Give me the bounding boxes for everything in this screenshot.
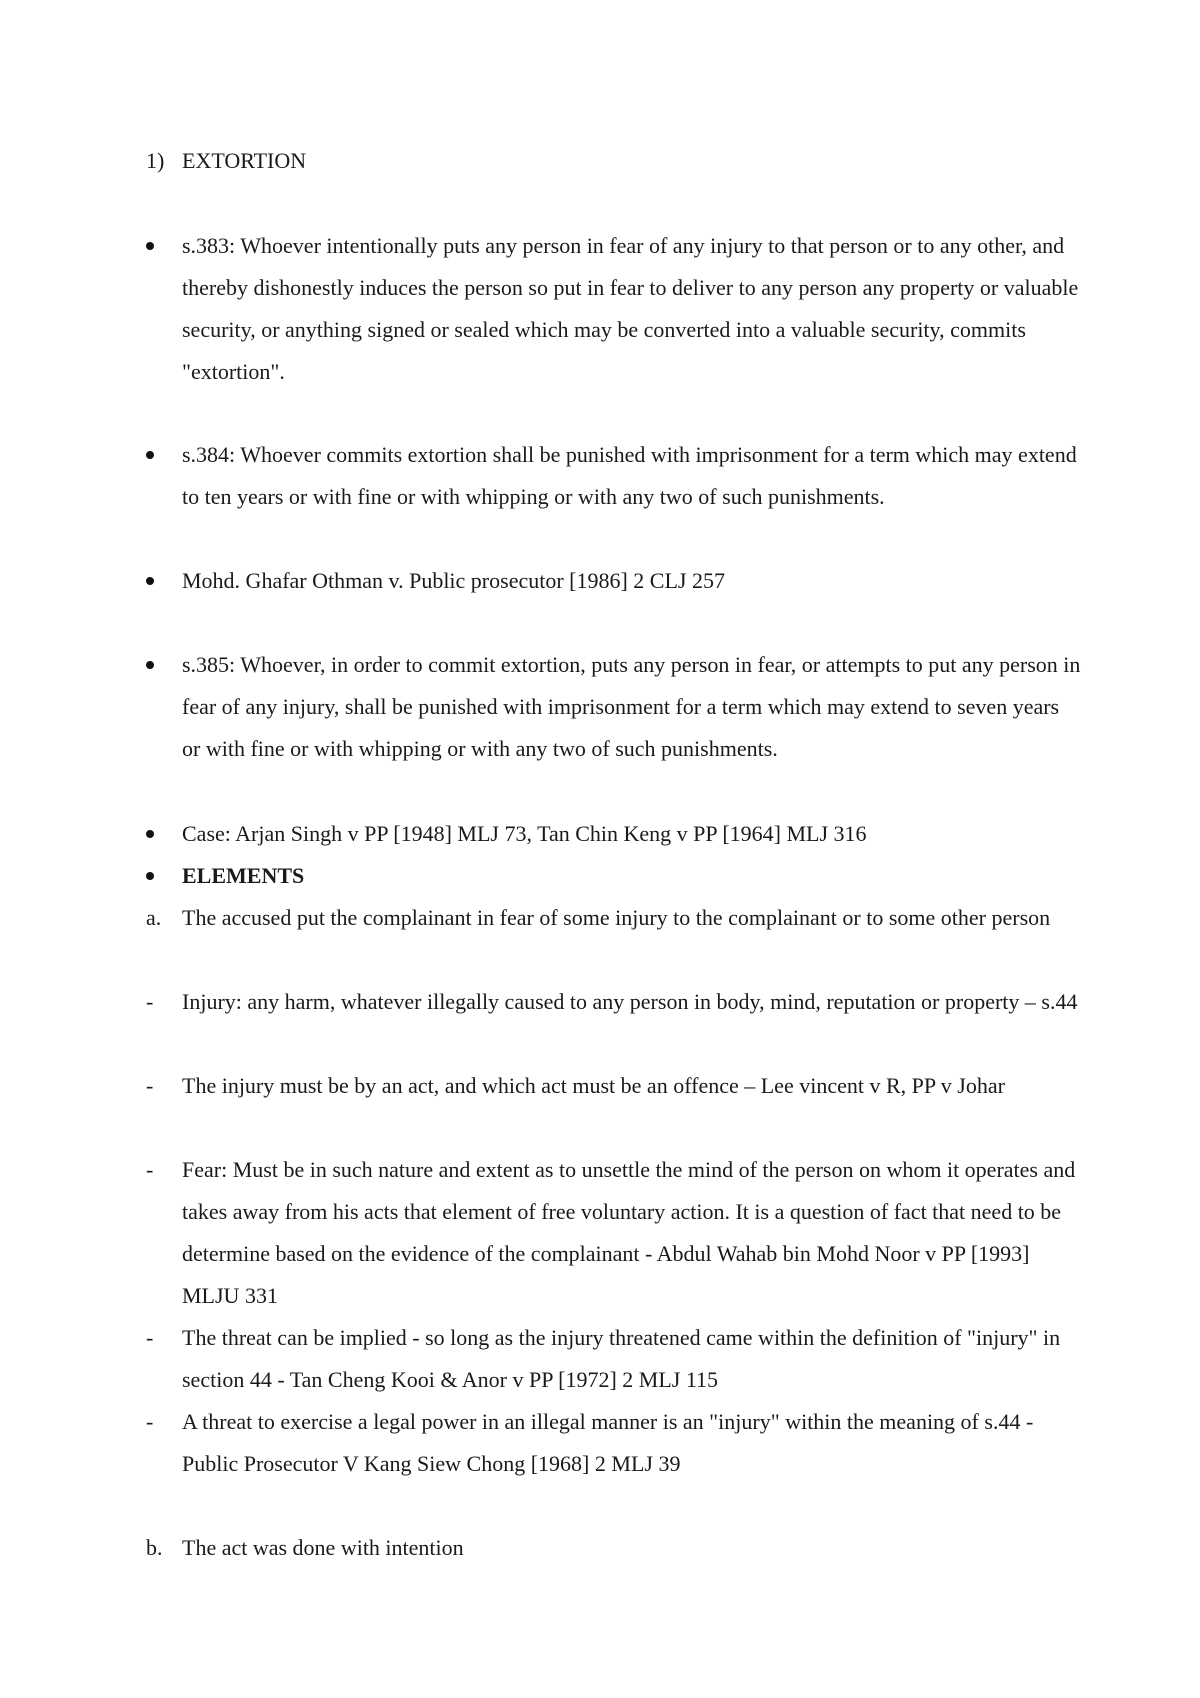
bullet-text: Case: Arjan Singh v PP [1948] MLJ 73, Tan Chin Keng v PP [1964] MLJ 316	[182, 821, 867, 846]
dash-text: The injury must be by an act, and which act must be an offence – Lee vincent v R, PP v Johar	[182, 1073, 1005, 1098]
bullet-icon	[146, 451, 154, 459]
element-marker: b.	[146, 1535, 163, 1560]
heading-title: EXTORTION	[182, 148, 307, 173]
bullet-text: s.384: Whoever commits extortion shall be punished with imprisonment for a term which may extend to ten years or with fine or with whipping or with any two of such punishments.	[182, 442, 1077, 509]
dash-marker: -	[146, 1325, 154, 1350]
dash-text: A threat to exercise a legal power in an illegal manner is an "injury" within the meaning of s.44 - Public Prosecutor V Kang Siew Chong [1968] 2 MLJ 39	[182, 1409, 1034, 1476]
dash-text: Injury: any harm, whatever illegally caused to any person in body, mind, reputation or property – s.44	[182, 989, 1078, 1014]
bullet-text: s.385: Whoever, in order to commit extortion, puts any person in fear, or attempts to put any person in fear of any injury, shall be punished with imprisonment for a term which may extend to seven years or with fine or with whipping or with any two of such punishments.	[182, 652, 1081, 761]
section-heading	[0, 140, 1200, 182]
element-text: The act was done with intention	[182, 1535, 464, 1560]
heading-number: 1)	[146, 148, 165, 173]
elements-heading: ELEMENTS	[182, 863, 305, 888]
dash-marker: -	[146, 1157, 154, 1182]
bullet-text: s.383: Whoever intentionally puts any person in fear of any injury to that person or to any other, and thereby dishonestly induces the person so put in fear to deliver to any person any property or valuable security, or anything signed or sealed which may be converted into a valuable security, commits "extortion".	[182, 233, 1079, 384]
bullet-icon	[146, 661, 154, 669]
bullet-icon	[146, 242, 154, 250]
dash-text: The threat can be implied - so long as the injury threatened came within the definition of "injury" in section 44 - Tan Cheng Kooi & Anor v PP [1972] 2 MLJ 115	[182, 1325, 1061, 1392]
bullet-icon	[146, 577, 154, 585]
dash-marker: -	[146, 1073, 154, 1098]
bullet-text: Mohd. Ghafar Othman v. Public prosecutor [1986] 2 CLJ 257	[182, 568, 725, 593]
bullet-icon	[146, 830, 154, 838]
dash-text: Fear: Must be in such nature and extent as to unsettle the mind of the person on whom it operates and takes away from his acts that element of free voluntary action. It is a question of fact that need to be determine based on the evidence of the complainant - Abdul Wahab bin Mohd Noor v PP [1993] MLJU 331	[182, 1157, 1076, 1308]
dash-marker: -	[146, 989, 154, 1014]
element-marker: a.	[146, 905, 162, 930]
bullet-icon	[146, 872, 154, 880]
dash-marker: -	[146, 1409, 154, 1434]
element-text: The accused put the complainant in fear of some injury to the complainant or to some other person	[182, 905, 1051, 930]
